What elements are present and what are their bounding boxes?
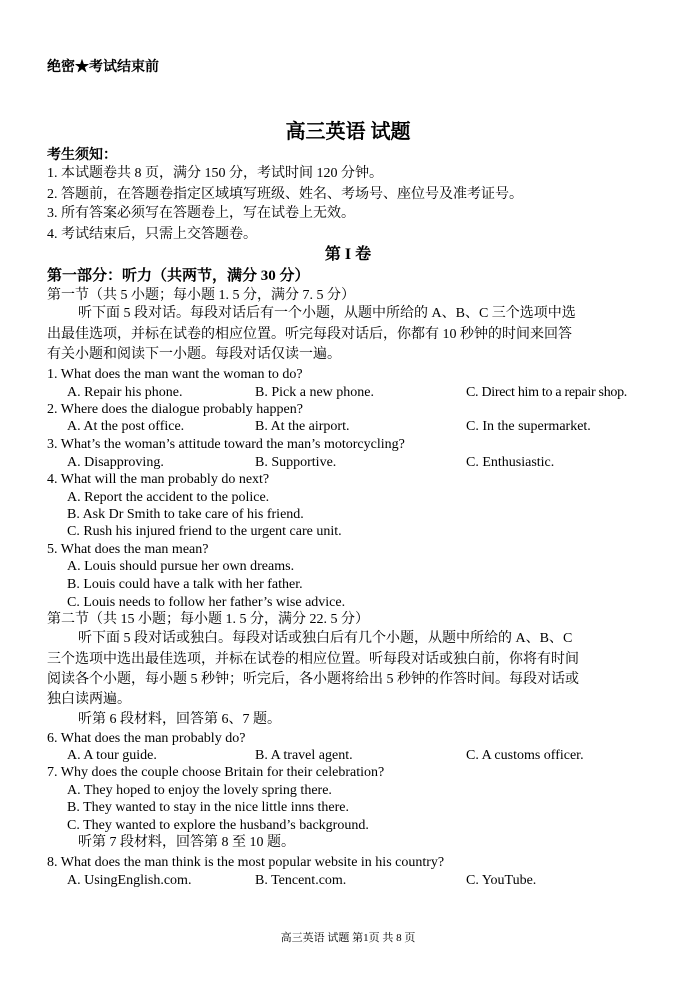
- option-b: B. Louis could have a talk with her father.: [67, 577, 303, 592]
- notice-item: 2. 答题前，在答题卷指定区域填写班级、姓名、考场号、座位号及准考证号。: [47, 187, 523, 202]
- option-c: C. In the supermarket.: [466, 419, 591, 434]
- option-c: C. Louis needs to follow her father’s wise advice.: [67, 595, 346, 610]
- question-stem: 2. Where does the dialogue probably happen?: [47, 402, 303, 417]
- question-stem: 3. What’s the woman’s attitude toward the man’s motorcycling?: [47, 437, 405, 452]
- option-b: B. They wanted to stay in the nice little inns there.: [67, 800, 350, 815]
- part1-heading: 第一部分：听力（共两节，满分 30 分）: [47, 268, 310, 284]
- option-b: B. Pick a new phone.: [255, 385, 374, 400]
- section2-instruction: 三个选项中选出最佳选项，并标在试卷的相应位置。听每段对话或独白前，你将有时间: [47, 652, 579, 667]
- section2-instruction: 阅读各个小题，每小题 5 秒钟；听完后，各小题将给出 5 秒钟的作答时间。每段对话或: [47, 672, 579, 687]
- question-stem: 7. Why does the couple choose Britain for their celebration?: [47, 765, 385, 780]
- question-stem: 1. What does the man want the woman to do?: [47, 367, 303, 382]
- option-a: A. A tour guide.: [67, 748, 157, 763]
- option-a: A. UsingEnglish.com.: [67, 873, 192, 888]
- option-a: A. Report the accident to the police.: [67, 490, 270, 505]
- notice-item: 4. 考试结束后，只需上交答题卷。: [47, 227, 257, 242]
- option-b: B. At the airport.: [255, 419, 350, 434]
- option-c: C. YouTube.: [466, 873, 537, 888]
- section1-instruction: 听下面 5 段对话。每段对话后有一个小题，从题中所给的 A、B、C 三个选项中选: [78, 306, 576, 321]
- option-c: C. A customs officer.: [466, 748, 584, 763]
- option-a: A. They hoped to enjoy the lovely spring there.: [67, 783, 332, 798]
- material-note: 听第 6 段材料，回答第 6、7 题。: [78, 712, 281, 727]
- notice-item: 3. 所有答案必须写在答题卷上，写在试卷上无效。: [47, 206, 355, 221]
- option-c: C. Enthusiastic.: [466, 455, 555, 470]
- option-b: B. A travel agent.: [255, 748, 353, 763]
- section2-instruction: 独白读两遍。: [47, 692, 131, 707]
- page-footer: 高三英语 试题 第1页 共 8 页: [280, 932, 416, 944]
- option-a: A. Louis should pursue her own dreams.: [67, 559, 295, 574]
- question-stem: 4. What will the man probably do next?: [47, 472, 270, 487]
- section2-instruction: 听下面 5 段对话或独白。每段对话或独白后有几个小题，从题中所给的 A、B、C: [78, 631, 573, 646]
- option-a: A. Repair his phone.: [67, 385, 183, 400]
- notice-heading: 考生须知：: [47, 148, 117, 163]
- notice-item: 1. 本试题卷共 8 页，满分 150 分，考试时间 120 分钟。: [47, 166, 383, 181]
- question-stem: 5. What does the man mean?: [47, 542, 209, 557]
- volume-heading: 第 I 卷: [324, 246, 372, 263]
- option-c: C. They wanted to explore the husband’s background.: [67, 818, 369, 833]
- option-b: B. Tencent.com.: [255, 873, 347, 888]
- option-c: C. Rush his injured friend to the urgent care unit.: [67, 524, 342, 539]
- confidential-label: 绝密★考试结束前: [47, 60, 159, 75]
- option-b: B. Ask Dr Smith to take care of his friend.: [67, 507, 304, 522]
- section1-instruction: 出最佳选项，并标在试卷的相应位置。听完每段对话后，你都有 10 秒钟的时间来回答: [47, 327, 572, 342]
- section1-instruction: 有关小题和阅读下一小题。每段对话仅读一遍。: [47, 347, 341, 362]
- option-a: A. At the post office.: [67, 419, 185, 434]
- option-b: B. Supportive.: [255, 455, 337, 470]
- option-a: A. Disapproving.: [67, 455, 164, 470]
- section2-heading: 第二节（共 15 小题；每小题 1. 5 分，满分 22. 5 分）: [47, 612, 369, 627]
- section1-heading: 第一节（共 5 小题；每小题 1. 5 分，满分 7. 5 分）: [47, 288, 355, 303]
- material-note: 听第 7 段材料，回答第 8 至 10 题。: [78, 835, 295, 850]
- page-title: 高三英语 试题: [285, 121, 411, 143]
- question-stem: 8. What does the man think is the most popular website in his country?: [47, 855, 445, 870]
- option-c: C. Direct him to a repair shop.: [466, 385, 627, 400]
- question-stem: 6. What does the man probably do?: [47, 731, 246, 746]
